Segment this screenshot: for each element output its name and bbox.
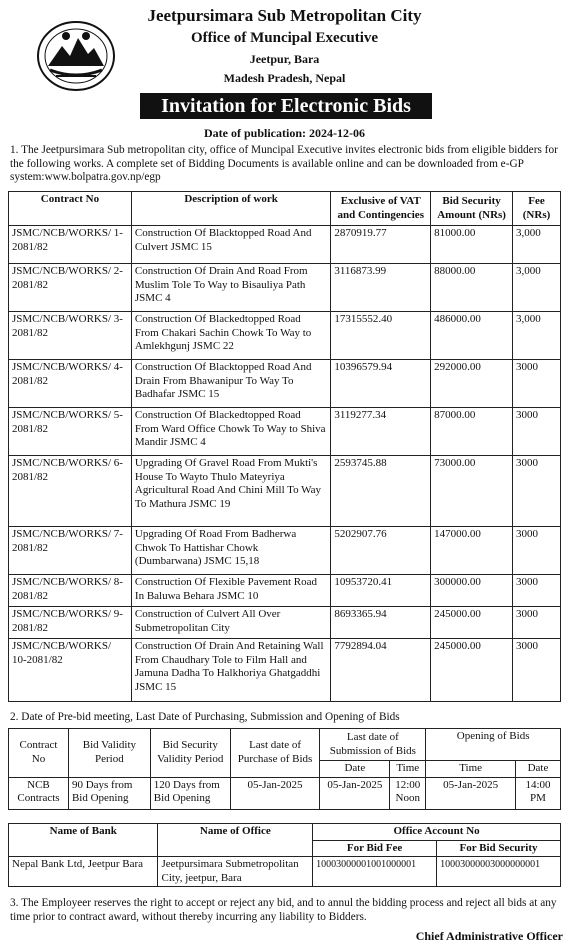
intro-paragraph: 1. The Jeetpursimara Sub metropolitan city, office of Muncipal Executive invites electronic bids from eligible bidders for the following works. A complete set of Bidding Documents is available online and can be downloaded from e-GP system:www.bolpatra.gov.np/egp <box>10 144 558 183</box>
description-cell: Construction Of Drain And Road From Muslim Tole To Way to Bisauliya Path JSMC 4 <box>131 264 330 312</box>
bid-validity: 90 Days from Bid Opening <box>68 777 150 809</box>
contract-no-cell: JSMC/NCB/WORKS/ 1-2081/82 <box>9 226 132 264</box>
submission-date: 05-Jan-2025 <box>320 777 390 809</box>
signatory: Chief Administrative Officer <box>415 929 563 943</box>
dates-table <box>8 728 561 810</box>
fee-cell: 3000 <box>513 607 561 639</box>
fee-cell: 3000 <box>513 527 561 575</box>
h-account-no: Office Account No <box>313 824 561 841</box>
contract-no-cell: JSMC/NCB/WORKS/ 6-2081/82 <box>9 456 132 527</box>
estimate-cell: 10953720.41 <box>331 575 431 607</box>
table-row <box>9 360 561 408</box>
h-bid-validity: Bid Validity Period <box>68 729 150 778</box>
bank-table <box>8 823 561 887</box>
submission-time: 12:00 Noon <box>390 777 426 809</box>
description-cell: Upgrading Of Road From Badherwa Chwok To Hattishar Chowk (Dumbarwana) JSMC 15,18 <box>131 527 330 575</box>
estimate-cell: 8693365.94 <box>331 607 431 639</box>
last-purchase-date: 05-Jan-2025 <box>230 777 320 809</box>
notice-title: Invitation for Electronic Bids <box>140 93 432 119</box>
fee-cell: 3,000 <box>513 226 561 264</box>
estimate-cell: 3119277.34 <box>331 408 431 456</box>
province-name: Madesh Pradesh, Nepal <box>223 71 346 85</box>
reservation-clause: 3. The Employeer reserves the right to accept or reject any bid, and to annul the bidding process and reject all bids at any time prior to contract award, without thereby incurring any liability to Bidders. <box>10 897 557 923</box>
fee-cell: 3000 <box>513 575 561 607</box>
col-description: Description of work <box>131 192 330 226</box>
contract-no-cell: JSMC/NCB/WORKS/ 7-2081/82 <box>9 527 132 575</box>
bid-security-cell: 245000.00 <box>431 639 513 702</box>
table-row <box>9 456 561 527</box>
table-row <box>9 575 561 607</box>
estimate-cell: 10396579.94 <box>331 360 431 408</box>
table-row <box>9 226 561 264</box>
description-cell: Construction Of Blackedtopped Road From Chakari Sachin Chowk To Way to Amlekhgunj JSMC 22 <box>131 312 330 360</box>
city-name: Jeetpursimara Sub Metropolitan City <box>147 6 422 25</box>
fee-cell: 3000 <box>513 639 561 702</box>
h-submission-date: Date <box>320 761 390 778</box>
h-bank-name: Name of Bank <box>9 824 158 857</box>
fee-cell: 3000 <box>513 408 561 456</box>
contract-no-cell: JSMC/NCB/WORKS/ 4-2081/82 <box>9 360 132 408</box>
publication-date: Date of publication: 2024-12-06 <box>204 126 365 140</box>
contract-no-cell: JSMC/NCB/WORKS/ 5-2081/82 <box>9 408 132 456</box>
h-office-name: Name of Office <box>158 824 313 857</box>
table-row <box>9 264 561 312</box>
estimate-cell: 5202907.76 <box>331 527 431 575</box>
description-cell: Construction Of Blacktopped Road And Drain From Bhawanipur To Way To Badhafar JSMC 15 <box>131 360 330 408</box>
col-contract-no: Contract No <box>9 192 132 226</box>
fee-cell: 3,000 <box>513 312 561 360</box>
h-submission-time: Time <box>390 761 426 778</box>
bid-security-cell: 300000.00 <box>431 575 513 607</box>
h-opening: Opening of Bids <box>426 729 561 761</box>
h-opening-date: Date <box>516 761 561 778</box>
estimate-cell: 7792894.04 <box>331 639 431 702</box>
contract-type: NCB Contracts <box>9 777 69 809</box>
bid-security-cell: 87000.00 <box>431 408 513 456</box>
description-cell: Construction Of Blackedtopped Road From Ward Office Chowk To Way to Shiva Mandir JSMC 4 <box>131 408 330 456</box>
bid-security-cell: 73000.00 <box>431 456 513 527</box>
table-row <box>9 527 561 575</box>
h-bid-fee-account: For Bid Fee <box>313 840 437 857</box>
bid-security-cell: 81000.00 <box>431 226 513 264</box>
col-fee: Fee (NRs) <box>513 192 561 226</box>
bid-security-cell: 147000.00 <box>431 527 513 575</box>
bid-security-cell: 245000.00 <box>431 607 513 639</box>
col-bid-security: Bid Security Amount (NRs) <box>431 192 513 226</box>
fee-cell: 3,000 <box>513 264 561 312</box>
dates-heading: 2. Date of Pre-bid meeting, Last Date of Purchasing, Submission and Opening of Bids <box>10 711 400 723</box>
estimate-cell: 2593745.88 <box>331 456 431 527</box>
table-row <box>9 312 561 360</box>
description-cell: Upgrading Of Gravel Road From Mukti's House To Wayto Thulo Mateyriya Agricultural Road And Chini Mill To Way To Mathura JSMC 19 <box>131 456 330 527</box>
bid-security-cell: 88000.00 <box>431 264 513 312</box>
contract-no-cell: JSMC/NCB/WORKS/ 10-2081/82 <box>9 639 132 702</box>
contract-no-cell: JSMC/NCB/WORKS/ 9-2081/82 <box>9 607 132 639</box>
h-contract-no: Contract No <box>9 729 69 778</box>
fee-cell: 3000 <box>513 360 561 408</box>
h-last-submission: Last date of Submission of Bids <box>320 729 426 761</box>
table-row <box>9 639 561 702</box>
works-table-header <box>9 192 561 226</box>
estimate-cell: 2870919.77 <box>331 226 431 264</box>
security-validity: 120 Days from Bid Opening <box>150 777 230 809</box>
bid-security-account: 10003000003000000001 <box>437 857 561 887</box>
contract-no-cell: JSMC/NCB/WORKS/ 2-2081/82 <box>9 264 132 312</box>
bid-fee-account: 10003000001001000001 <box>313 857 437 887</box>
h-bid-security-account: For Bid Security <box>437 840 561 857</box>
table-row <box>9 607 561 639</box>
office-name-cell: Jeetpursimara Submetropolitan City, jeetpur, Bara <box>158 857 313 887</box>
bid-security-cell: 292000.00 <box>431 360 513 408</box>
fee-cell: 3000 <box>513 456 561 527</box>
description-cell: Construction of Culvert All Over Submetropolitan City <box>131 607 330 639</box>
bank-name: Nepal Bank Ltd, Jeetpur Bara <box>9 857 158 887</box>
office-address: Jeetpur, Bara <box>249 52 320 66</box>
description-cell: Construction Of Blacktopped Road And Culvert JSMC 15 <box>131 226 330 264</box>
h-opening-time: Time <box>426 761 516 778</box>
estimate-cell: 3116873.99 <box>331 264 431 312</box>
bid-security-cell: 486000.00 <box>431 312 513 360</box>
contract-no-cell: JSMC/NCB/WORKS/ 8-2081/82 <box>9 575 132 607</box>
contract-no-cell: JSMC/NCB/WORKS/ 3-2081/82 <box>9 312 132 360</box>
h-security-validity: Bid Security Validity Period <box>150 729 230 778</box>
office-name: Office of Muncipal Executive <box>190 30 379 46</box>
notice-header <box>0 0 569 124</box>
description-cell: Construction Of Flexible Pavement Road In Baluwa Behara JSMC 10 <box>131 575 330 607</box>
opening-time: 05-Jan-2025 <box>426 777 516 809</box>
h-last-purchase: Last date of Purchase of Bids <box>230 729 320 778</box>
description-cell: Construction Of Drain And Retaining Wall From Chaudhary Tole to Film Hall and Jamuna Dadha To Halkhoriya Ghatgaddhi JSMC 15 <box>131 639 330 702</box>
table-row <box>9 408 561 456</box>
col-estimate: Exclusive of VAT and Contingencies <box>331 192 431 226</box>
works-table <box>8 191 561 702</box>
estimate-cell: 17315552.40 <box>331 312 431 360</box>
opening-date: 14:00 PM <box>516 777 561 809</box>
